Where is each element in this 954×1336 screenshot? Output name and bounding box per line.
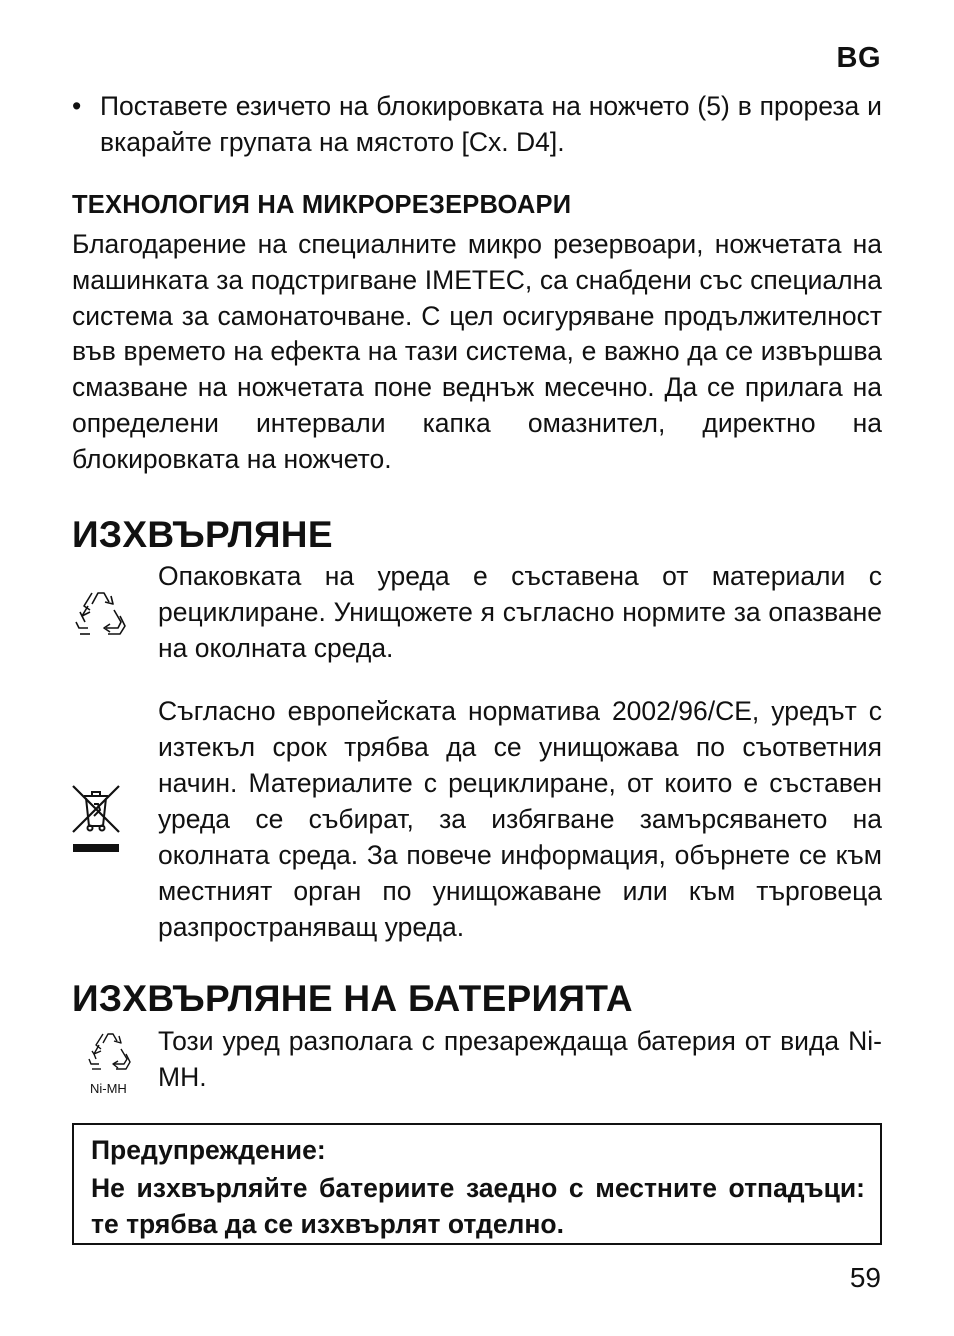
warning-box	[72, 1123, 882, 1245]
micro-reservoirs-text: Благодарение на специалните микро резервоари, ножчетата на машинката за подстригване IMETEC, са снабдени със специална система за самонаточване. С цел осигуряване продължителност във времето на ефекта на тази система, е важно да се извършва смазване на ножчетата поне веднъж месечно. Да се прилага на определени интервали капка омазнител, директно на блокировката на ножчето.	[72, 229, 882, 474]
warning-title: Предупреждение:	[91, 1135, 326, 1165]
language-code: BG	[836, 42, 881, 74]
weee-disposal-text: Съгласно европейската норматива 2002/96/CE, уредът с изтекъл срок трябва да се унищожава по съответния начин. Материалите с рециклиране, от които е съставен уреда се събират, за избягване замърсяването на околната среда. За повече информация, обърнете се към местният орган по унищожаване или към търговеца разпространяващ уреда.	[158, 696, 882, 942]
battery-disposal-heading: ИЗХВЪРЛЯНЕ НА БАТЕРИЯТА	[72, 978, 633, 1019]
ni-mh-caption: Ni-MH	[90, 1081, 127, 1096]
micro-reservoirs-heading: ТЕХНОЛОГИЯ НА МИКРОРЕЗЕРВОАРИ	[72, 191, 572, 219]
intro-bullet	[72, 88, 882, 160]
packaging-disposal-text: Опаковката на уреда е съставена от материали с рециклиране. Унищожете я съгласно нормите за опазване на околната среда.	[158, 561, 882, 663]
battery-disposal-text: Този уред разполага с презареждаща батерия от вида Ni-MH.	[158, 1026, 882, 1092]
bullet-marker: •	[72, 91, 82, 121]
crossed-bin-icon	[70, 782, 122, 854]
warning-text: Не изхвърляйте батериите заедно с местните отпадъци: те трябва да се изхвърлят отделно.	[91, 1173, 865, 1239]
disposal-heading: ИЗХВЪРЛЯНЕ	[72, 514, 333, 555]
page-number: 59	[849, 1262, 881, 1293]
battery-recycle-icon	[84, 1026, 134, 1078]
recycle-icon	[70, 582, 130, 642]
intro-bullet-text: Поставете езичето на блокировката на ножчето (5) в прореза и вкарайте групата на мястото [Cx. D4].	[100, 91, 882, 157]
